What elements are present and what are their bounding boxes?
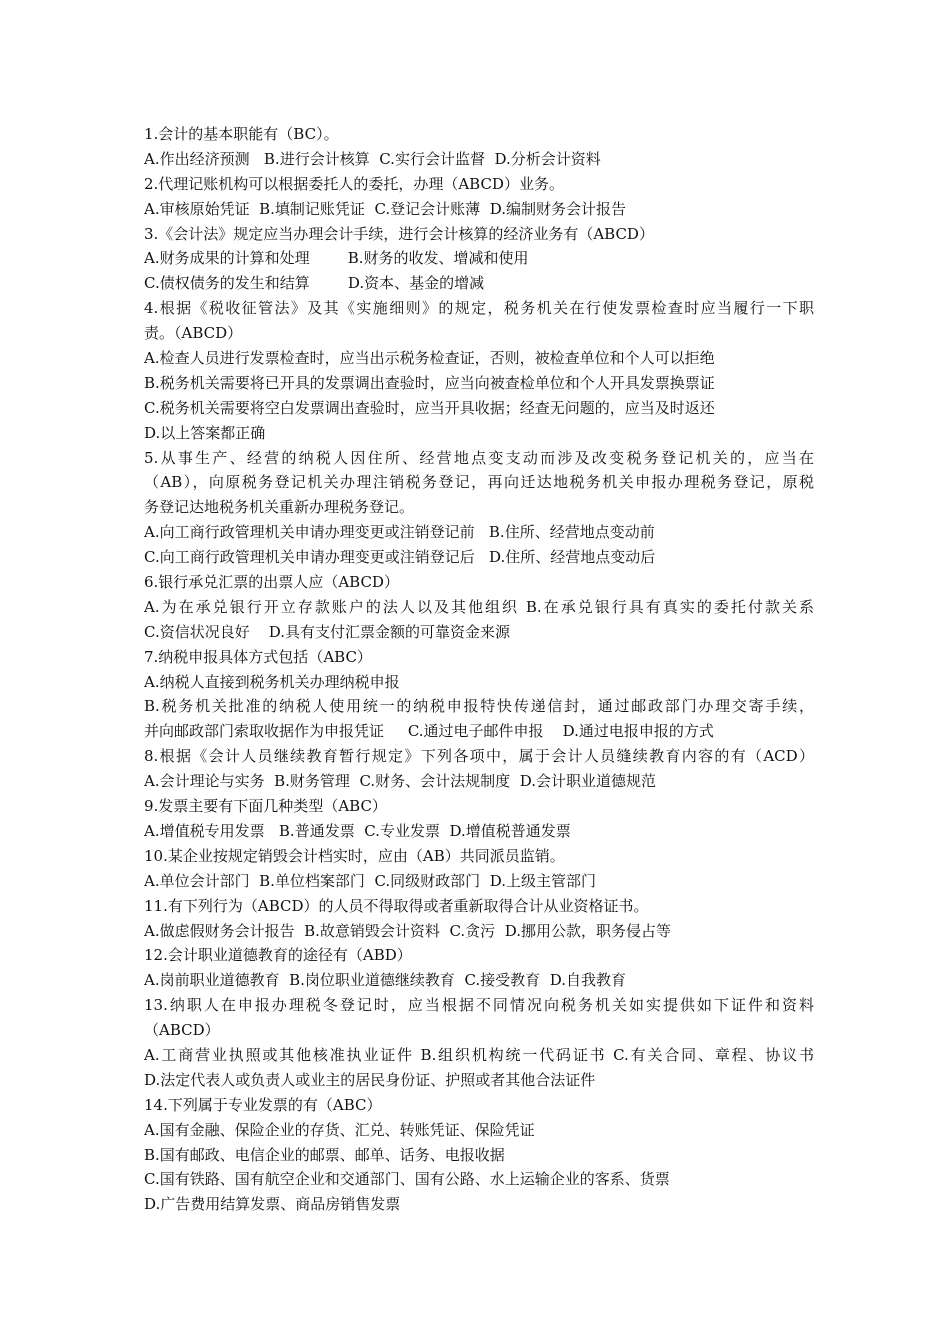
text-line: A.单位会计部门 B.单位档案部门 C.同级财政部门 D.上级主管部门 bbox=[144, 871, 596, 890]
text-line: 12.会计职业道德教育的途径有（ABD） bbox=[144, 946, 412, 965]
text-line: D.以上答案都正确 bbox=[144, 423, 266, 442]
text-line: A.国有金融、保险企业的存货、汇兑、转账凭证、保险凭证 bbox=[144, 1120, 535, 1139]
text-line: D.法定代表人或负责人或业主的居民身份证、护照或者其他合法证件 bbox=[144, 1070, 596, 1089]
text-line: 7.纳税申报具体方式包括（ABC） bbox=[144, 647, 372, 666]
text-line: 9.发票主要有下面几种类型（ABC） bbox=[144, 797, 387, 816]
text-line: C.国有铁路、国有航空企业和交通部门、国有公路、水上运输企业的客系、货票 bbox=[144, 1170, 670, 1189]
text-line: （ABCD） bbox=[144, 1021, 220, 1040]
text-line: C.资信状况良好 D.具有支付汇票金额的可靠资金来源 bbox=[144, 622, 511, 641]
text-line: 5.从事生产、经营的纳税人因住所、经营地点变支动而涉及改变税务登记机关的，应当在 bbox=[144, 448, 814, 467]
text-line: A.为在承兑银行开立存款账户的法人以及其他组织 B.在承兑银行具有真实的委托付款关系 bbox=[144, 597, 814, 616]
text-line: A.作出经济预测 B.进行会计核算 C.实行会计监督 D.分析会计资料 bbox=[144, 149, 601, 168]
text-line: A.检查人员进行发票检查时，应当出示税务检查证，否则，被检查单位和个人可以拒绝 bbox=[144, 349, 715, 368]
text-line: 14.下列属于专业发票的有（ABC） bbox=[144, 1095, 382, 1114]
text-line: A.纳税人直接到税务机关办理纳税申报 bbox=[144, 672, 400, 691]
text-line: 3.《会计法》规定应当办理会计手续，进行会计核算的经济业务有（ABCD） bbox=[144, 224, 654, 243]
text-line: C.债权债务的发生和结算 D.资本、基金的增减 bbox=[144, 274, 485, 293]
text-line: A.会计理论与实务 B.财务管理 C.财务、会计法规制度 D.会计职业道德规范 bbox=[144, 772, 656, 791]
text-line: 4.根据《税收征管法》及其《实施细则》的规定，税务机关在行使发票检查时应当履行一下职 bbox=[144, 299, 814, 318]
text-line: A.向工商行政管理机关申请办理变更或注销登记前 B.住所、经营地点变动前 bbox=[144, 523, 655, 542]
text-line: A.审核原始凭证 B.填制记账凭证 C.登记会计账薄 D.编制财务会计报告 bbox=[144, 199, 626, 218]
text-line: 责。（ABCD） bbox=[144, 324, 243, 343]
text-line: 1.会计的基本职能有（BC）。 bbox=[144, 125, 339, 143]
text-line: 8.根据《会计人员继续教育暂行规定》下列各项中，属于会计人员缝续教育内容的有（ACD） bbox=[144, 747, 814, 766]
text-line: 2.代理记账机构可以根据委托人的委托，办理（ABCD）业务。 bbox=[144, 174, 564, 193]
text-line: 11.有下列行为（ABCD）的人员不得取得或者重新取得合计从业资格证书。 bbox=[144, 896, 649, 915]
text-line: C.税务机关需要将空白发票调出查验时，应当开具收据；经查无问题的，应当及时返还 bbox=[144, 398, 715, 417]
document-body bbox=[144, 122, 814, 1217]
text-line: D.广告费用结算发票、商品房销售发票 bbox=[144, 1195, 401, 1214]
text-line: B.国有邮政、电信企业的邮票、邮单、话务、电报收据 bbox=[144, 1145, 505, 1164]
text-line: B.税务机关需要将已开具的发票调出查验时，应当向被查检单位和个人开具发票换票证 bbox=[144, 373, 715, 392]
text-line: 10.某企业按规定销毁会计档实时，应由（AB）共同派员监销。 bbox=[144, 846, 565, 865]
text-line: 13.纳职人在申报办理税冬登记时，应当根据不同情况向税务机关如实提供如下证件和资料 bbox=[144, 996, 814, 1015]
text-line: A.工商营业执照或其他核准执业证件 B.组织机构统一代码证书 C.有关合同、章程、协议书 bbox=[144, 1045, 814, 1064]
text-line: A.财务成果的计算和处理 B.财务的收发、增减和使用 bbox=[144, 249, 529, 268]
text-line: B.税务机关批准的纳税人使用统一的纳税申报特快传递信封，通过邮政部门办理交寄手续， bbox=[144, 697, 814, 716]
text-line: 务登记达地税务机关重新办理税务登记。 bbox=[144, 498, 415, 517]
text-line: 并向邮政部门索取收据作为申报凭证 C.通过电子邮件申报 D.通过电报申报的方式 bbox=[144, 722, 714, 741]
text-line: A.做虑假财务会计报告 B.故意销毁会计资料 C.贪污 D.挪用公款，职务侵占等 bbox=[144, 921, 671, 940]
text-line: （AB），向原税务登记机关办理注销税务登记，再向迁达地税务机关申报办理税务登记，原税 bbox=[144, 473, 814, 492]
text-line: A.岗前职业道德教育 B.岗位职业道德继续教育 C.接受教育 D.自我教育 bbox=[144, 971, 626, 990]
text-line: C.向工商行政管理机关申请办理变更或注销登记后 D.住所、经营地点变动后 bbox=[144, 548, 656, 567]
text-line: A.增值税专用发票 B.普通发票 C.专业发票 D.增值税普通发票 bbox=[144, 821, 571, 840]
text-line: 6.银行承兑汇票的出票人应（ABCD） bbox=[144, 573, 399, 592]
